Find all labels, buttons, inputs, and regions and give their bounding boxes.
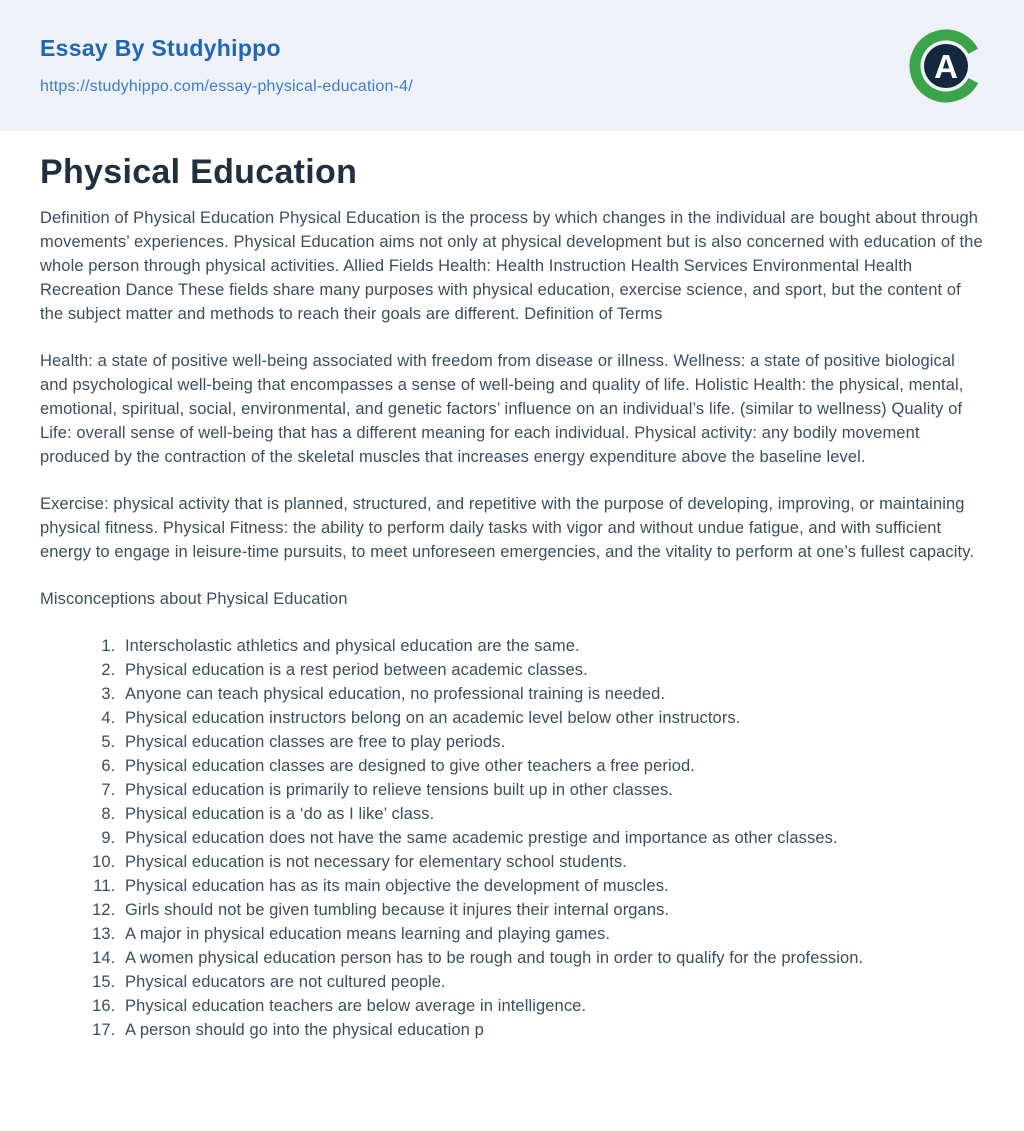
essay-paragraph-misconceptions-heading: Misconceptions about Physical Education: [40, 590, 348, 608]
essay-title: Physical Education: [40, 153, 358, 191]
list-item: 14. A women physical education person has to be rough and tough in order to qualify for the profession.: [120, 946, 984, 970]
misconceptions-list: [40, 634, 984, 1042]
list-item: 9. Physical education does not have the same academic prestige and importance as other classes.: [120, 826, 984, 850]
list-item: 2. Physical education is a rest period between academic classes.: [120, 658, 984, 682]
list-item: 12. Girls should not be given tumbling because it injures their internal organs.: [120, 898, 984, 922]
list-item: 6. Physical education classes are designed to give other teachers a free period.: [120, 754, 984, 778]
list-item: 17. A person should go into the physical education p: [120, 1018, 984, 1042]
list-item: 16. Physical education teachers are below average in intelligence.: [120, 994, 984, 1018]
list-item: 11. Physical education has as its main objective the development of muscles.: [120, 874, 984, 898]
list-item: 4. Physical education instructors belong on an academic level below other instructors.: [120, 706, 984, 730]
list-item: 13. A major in physical education means learning and playing games.: [120, 922, 984, 946]
list-item: 10. Physical education is not necessary for elementary school students.: [120, 850, 984, 874]
list-item: 1. Interscholastic athletics and physical education are the same.: [120, 634, 984, 658]
studyhippo-logo[interactable]: [908, 28, 984, 104]
site-title: Essay By Studyhippo: [40, 35, 281, 61]
list-item: 15. Physical educators are not cultured people.: [120, 970, 984, 994]
essay-url-link[interactable]: https://studyhippo.com/essay-physical-education-4/: [40, 78, 413, 95]
list-item: 8. Physical education is a ‘do as I like’ class.: [120, 802, 984, 826]
list-item: 5. Physical education classes are free to play periods.: [120, 730, 984, 754]
essay-paragraph-health-terms: Health: a state of positive well-being associated with freedom from disease or illness. Wellness: a state of positive biological and psychological well-being that encompasses a sense of well-being and quality of life. Holistic Health: the physical, mental, emotional, spiritual, social, environmental, and genetic factors’ influence on an individual’s life. (similar to wellness) Quality of Life: overall sense of well-being that has a different meaning for each individual. Physical activity: any bodily movement produced by the contraction of the skeletal muscles that increases energy expenditure above the baseline level.: [40, 352, 964, 466]
essay-paragraph-exercise-fitness: Exercise: physical activity that is planned, structured, and repetitive with the purpose of developing, improving, or maintaining physical fitness. Physical Fitness: the ability to perform daily tasks with vigor and without undue fatigue, and with sufficient energy to engage in leisure-time pursuits, to meet unforeseen emergencies, and the vitality to perform at one’s fullest capacity.: [40, 495, 975, 561]
list-item: 7. Physical education is primarily to relieve tensions built up in other classes.: [120, 778, 984, 802]
list-item: 3. Anyone can teach physical education, no professional training is needed.: [120, 682, 984, 706]
header-text-block: [40, 35, 413, 96]
page-header: [0, 0, 1024, 131]
studyhippo-logo-icon: [908, 28, 984, 104]
logo-letter: A: [934, 47, 958, 85]
essay-content: [0, 131, 1024, 1082]
essay-paragraph-definition: Definition of Physical Education Physical Education is the process by which changes in the individual are bought about through movements’ experiences. Physical Education aims not only at physical development but is also concerned with education of the whole person through physical activities. Allied Fields Health: Health Instruction Health Services Environmental Health Recreation Dance These fields share many purposes with physical education, exercise science, and sport, but the content of the subject matter and methods to reach their goals are different. Definition of Terms: [40, 209, 983, 323]
